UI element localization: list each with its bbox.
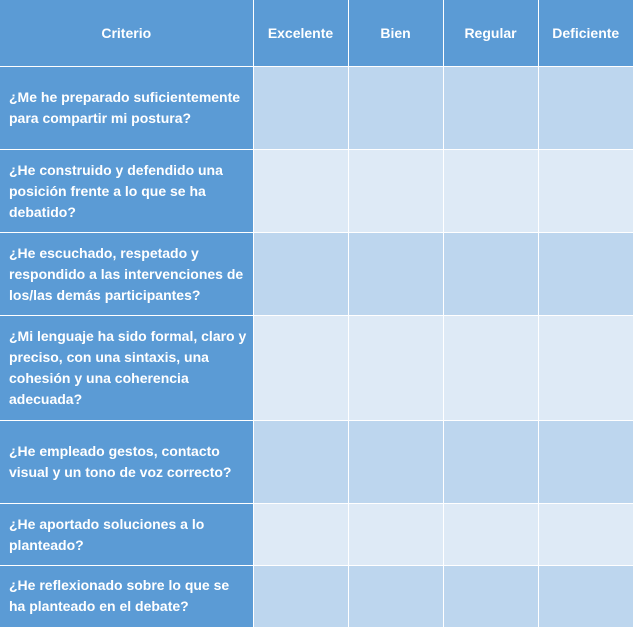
rating-cell-bien[interactable] [348,316,443,421]
rating-cell-excelente[interactable] [253,150,348,233]
rating-cell-excelente[interactable] [253,421,348,504]
header-bien: Bien [348,0,443,67]
rating-cell-excelente[interactable] [253,316,348,421]
rating-cell-excelente[interactable] [253,566,348,627]
rating-cell-excelente[interactable] [253,67,348,150]
rating-cell-bien[interactable] [348,566,443,627]
rating-cell-excelente[interactable] [253,233,348,316]
criterion-text: ¿He empleado gestos, contacto visual y un tono de voz correcto? [0,421,253,504]
criterion-text: ¿He reflexionado sobre lo que se ha planteado en el debate? [0,566,253,627]
table-row [0,504,633,566]
table-row [0,150,633,233]
table-row [0,421,633,504]
rating-cell-deficiente[interactable] [538,566,633,627]
rating-cell-deficiente[interactable] [538,233,633,316]
criterion-text: ¿Mi lenguaje ha sido formal, claro y preciso, con una sintaxis, una cohesión y una coherencia adecuada? [0,316,253,421]
table-row [0,316,633,421]
rating-cell-deficiente[interactable] [538,150,633,233]
header-excelente: Excelente [253,0,348,67]
header-row [0,0,633,67]
table-row [0,67,633,150]
rating-cell-bien[interactable] [348,421,443,504]
rating-cell-deficiente[interactable] [538,504,633,566]
criterion-text: ¿Me he preparado suficientemente para compartir mi postura? [0,67,253,150]
header-regular: Regular [443,0,538,67]
rating-cell-excelente[interactable] [253,504,348,566]
criterion-text: ¿He aportado soluciones a lo planteado? [0,504,253,566]
rating-cell-bien[interactable] [348,233,443,316]
rating-cell-deficiente[interactable] [538,316,633,421]
header-criterio: Criterio [0,0,253,67]
rating-cell-regular[interactable] [443,316,538,421]
rating-cell-bien[interactable] [348,504,443,566]
table-row [0,233,633,316]
rating-cell-bien[interactable] [348,150,443,233]
header-deficiente: Deficiente [538,0,633,67]
rating-cell-regular[interactable] [443,233,538,316]
criterion-text: ¿He construido y defendido una posición frente a lo que se ha debatido? [0,150,253,233]
rating-cell-regular[interactable] [443,150,538,233]
rating-cell-regular[interactable] [443,566,538,627]
criterion-text: ¿He escuchado, respetado y respondido a las intervenciones de los/las demás participantes? [0,233,253,316]
rating-cell-deficiente[interactable] [538,67,633,150]
rating-cell-bien[interactable] [348,67,443,150]
rating-cell-regular[interactable] [443,67,538,150]
table-row [0,566,633,627]
rating-cell-regular[interactable] [443,504,538,566]
rating-cell-deficiente[interactable] [538,421,633,504]
rating-cell-regular[interactable] [443,421,538,504]
